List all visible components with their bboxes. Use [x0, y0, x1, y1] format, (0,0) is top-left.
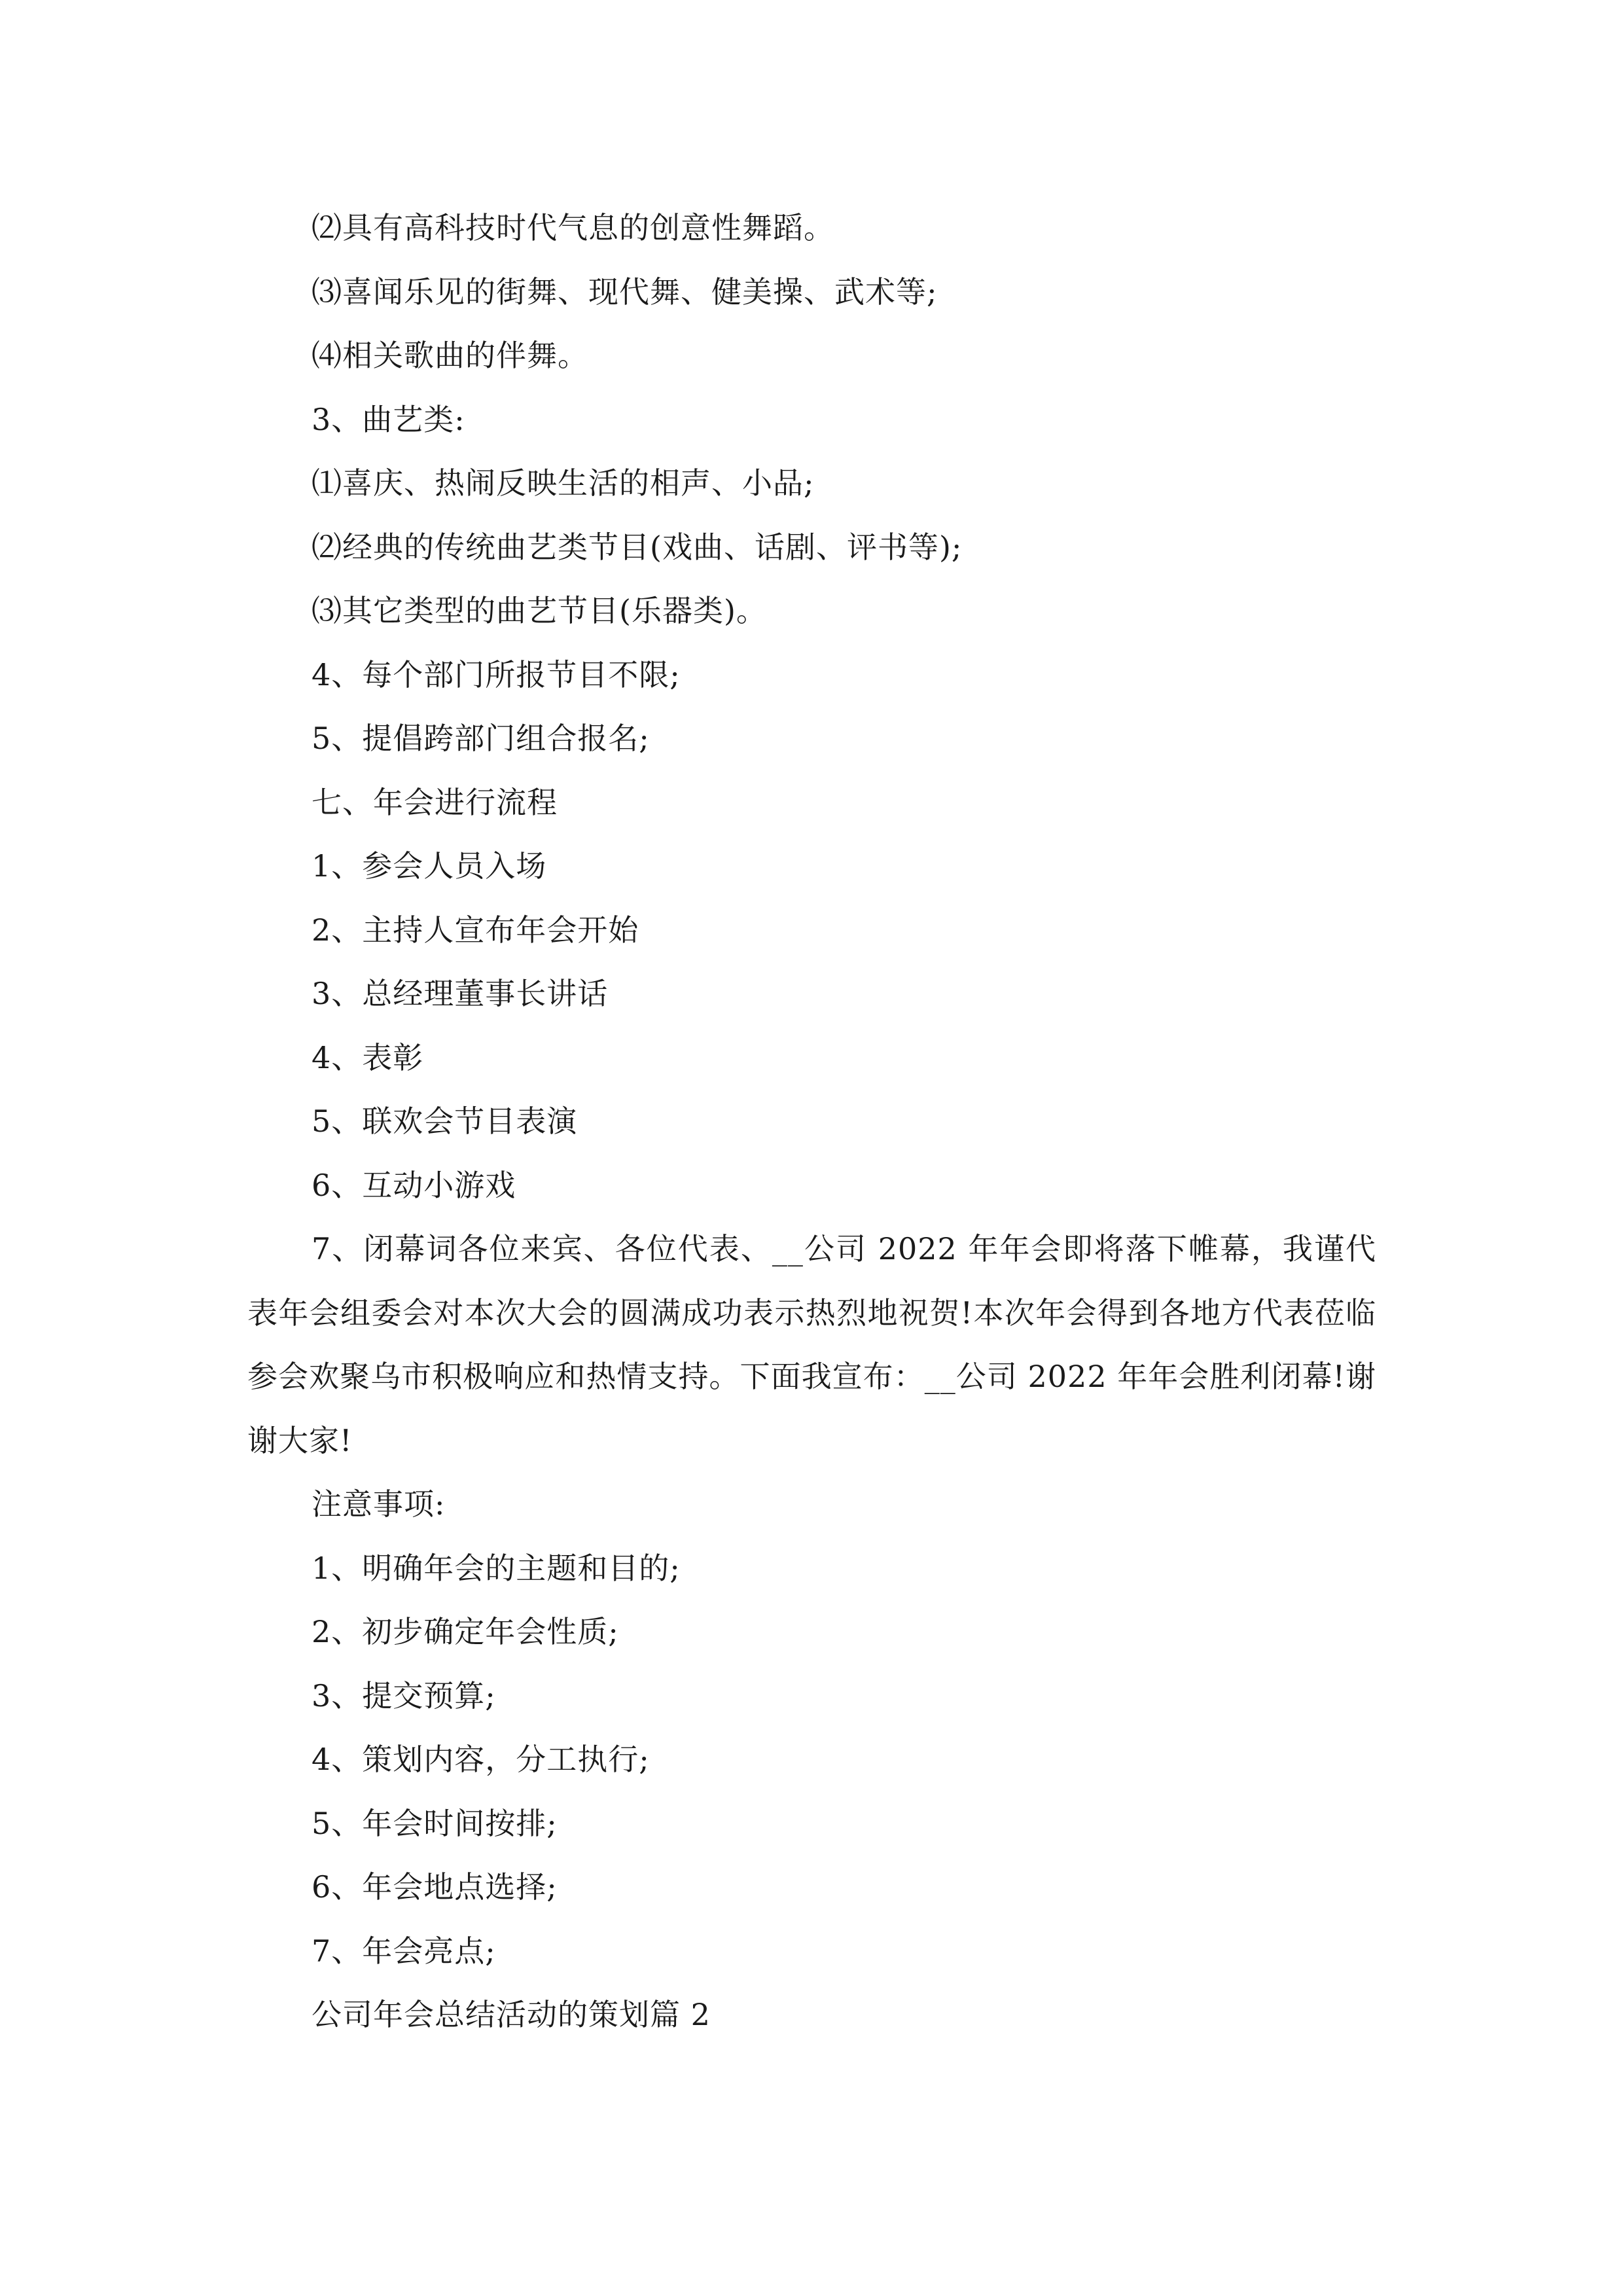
text-line: ⑵具有高科技时代气息的创意性舞蹈。: [312, 210, 834, 245]
text-line: 1、参会人员入场: [312, 848, 547, 884]
note-item: 6、年会地点选择;: [312, 1869, 558, 1905]
closing-paragraph: 7、闭幕词各位来宾、各位代表、__公司 2022 年年会即将落下帷幕，我谨代表年会组委会对本次大会的圆满成功表示热烈地祝贺!本次年会得到各地方代表莅临参会欢聚乌市积极响应和热情支持。下面我宣布：__公司 2022 年年会胜利闭幕!谢谢大家!: [247, 1231, 1376, 1458]
note-item: 4、策划内容，分工执行;: [312, 1742, 650, 1777]
note-item: 7、年会亮点;: [312, 1933, 496, 1969]
note-item: 5、年会时间按排;: [312, 1805, 558, 1841]
text-line: 6、互动小游戏: [312, 1167, 516, 1203]
text-line: 5、提倡跨部门组合报名;: [312, 721, 650, 756]
text-line: 3、总经理董事长讲话: [312, 976, 609, 1011]
note-item: 2、初步确定年会性质;: [312, 1614, 619, 1649]
section-heading: 七、年会进行流程: [312, 784, 558, 820]
text-line: ⑷相关歌曲的伴舞。: [312, 338, 588, 373]
section-heading: 3、曲艺类:: [312, 401, 465, 437]
text-line: 4、表彰: [312, 1039, 424, 1075]
text-line: ⑶喜闻乐见的街舞、现代舞、健美操、武术等;: [312, 274, 938, 310]
text-line: ⑶其它类型的曲艺节目(乐器类)。: [312, 593, 767, 628]
document-body: [247, 196, 1376, 2047]
text-line: 5、联欢会节目表演: [312, 1103, 578, 1139]
text-line: ⑴喜庆、热闹反映生活的相声、小品;: [312, 465, 815, 501]
text-line: 4、每个部门所报节目不限;: [312, 656, 681, 692]
next-section-title: 公司年会总结活动的策划篇 2: [312, 1997, 711, 2032]
note-item: 3、提交预算;: [312, 1677, 496, 1713]
note-item: 1、明确年会的主题和目的;: [312, 1550, 681, 1586]
text-line: 2、主持人宣布年会开始: [312, 912, 639, 948]
notes-heading: 注意事项:: [312, 1486, 446, 1522]
text-line: ⑵经典的传统曲艺类节目(戏曲、话剧、评书等);: [312, 529, 963, 565]
